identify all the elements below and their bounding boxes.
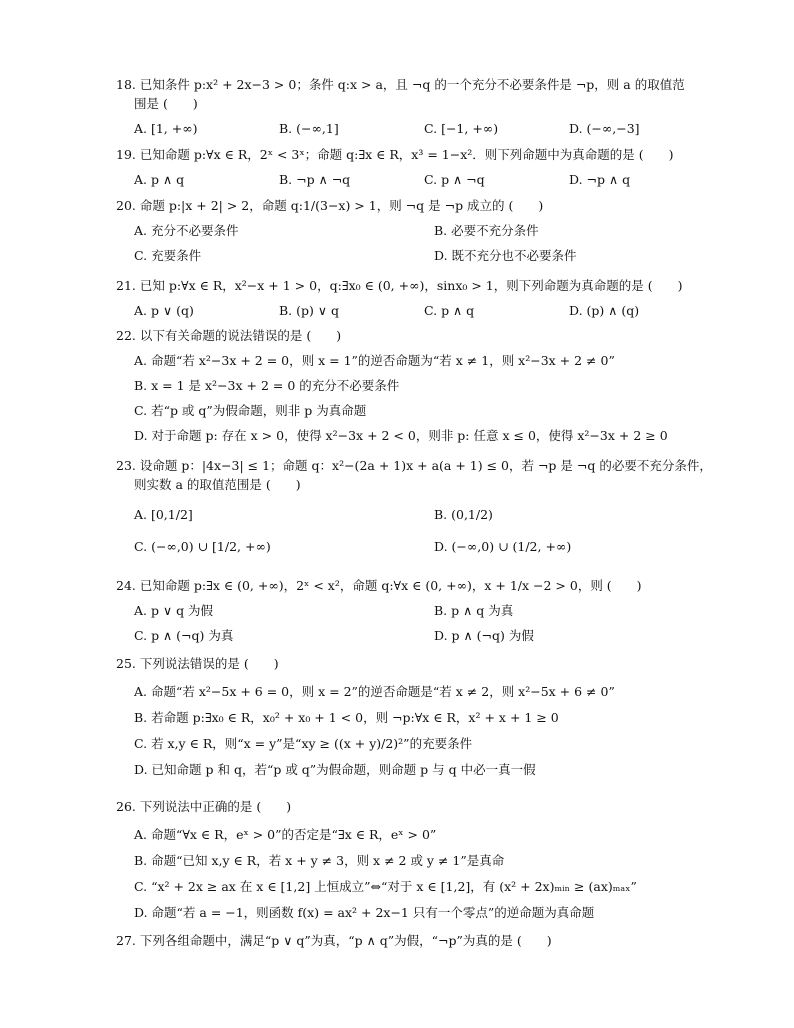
question-stem [116,931,716,950]
option-a[interactable]: A. [1, +∞) [134,121,198,136]
question-26 [116,797,716,926]
option-d[interactable]: D. ¬p ∧ q [569,172,631,187]
option-a[interactable]: A. p ∨ q 为假 [134,603,214,618]
question-text: 24. 已知命题 p:∃x ∈ (0, +∞)，2ˣ < x²，命题 q:∀x ∈ (0, +∞)，x + 1/x −2 > 0，则 ( ) [116,578,642,593]
option-b[interactable]: B. x = 1 是 x²−3x + 2 = 0 的充分不必要条件 [134,378,400,393]
option-c[interactable]: C. p ∧ q [424,303,475,318]
question-text: 27. 下列各组命题中，满足“p ∨ q”为真，“p ∧ q”为假，“¬p”为真的是 ( ) [116,933,552,948]
option-d[interactable]: D. 既不充分也不必要条件 [434,248,577,263]
option-d[interactable]: D. (−∞,0) ∪ (1/2, +∞) [434,539,572,554]
option-b[interactable]: B. (p) ∨ q [279,303,339,318]
question-stem [116,276,716,295]
question-text: 23. 设命题 p：|4x−3| ≤ 1；命题 q：x²−(2a + 1)x + a(a + 1) ≤ 0，若 ¬p 是 ¬q 的必要不充分条件， [116,458,712,473]
option-c[interactable]: C. 充要条件 [134,248,202,263]
question-text: 19. 已知命题 p:∀x ∈ R，2ˣ < 3ˣ；命题 q:∃x ∈ R，x³ = 1−x²．则下列命题中为真命题的是 ( ) [116,147,674,162]
option-c[interactable]: C. p ∧ ¬q [424,172,485,187]
question-text: 21. 已知 p:∀x ∈ R，x²−x + 1 > 0，q:∃x₀ ∈ (0, +∞)，sinx₀ > 1，则下列命题为真命题的是 ( ) [116,278,683,293]
option-a[interactable]: A. p ∧ q [134,172,185,187]
question-27 [116,931,716,950]
option-c[interactable]: C. 若“p 或 q”为假命题，则非 p 为真命题 [134,403,367,418]
option-d[interactable]: D. 已知命题 p 和 q，若“p 或 q”为假命题，则命题 p 与 q 中必一真一假 [134,762,536,777]
question-stem [116,75,716,113]
question-21 [116,276,716,320]
question-text: 18. 已知条件 p:x² + 2x−3 > 0；条件 q:x > a，且 ¬q 的一个充分不必要条件是 ¬p，则 a 的取值范 [116,77,685,92]
question-stem [116,576,716,595]
question-24 [116,576,716,651]
options [116,500,716,564]
option-d[interactable]: D. 命题“若 a = −1，则函数 f(x) = ax² + 2x−1 只有一个零点”的逆命题为真命题 [134,905,595,920]
question-text-continued: 围是 ( ) [134,96,198,111]
options [116,679,716,783]
option-a[interactable]: A. p ∨ (q) [134,303,194,318]
option-d[interactable]: D. (−∞,−3] [569,121,640,136]
options [116,601,716,651]
option-a[interactable]: A. 命题“若 x²−5x + 6 = 0，则 x = 2”的逆否命题是“若 x ≠ 2，则 x²−5x + 6 ≠ 0” [134,684,615,699]
option-a[interactable]: A. [0,1/2] [134,507,193,522]
question-18 [116,75,716,138]
option-d[interactable]: D. 对于命题 p: 存在 x > 0，使得 x²−3x + 2 < 0，则非 p: 任意 x ≤ 0，使得 x²−3x + 2 ≥ 0 [134,428,668,443]
option-a[interactable]: A. 命题“∀x ∈ R，eˣ > 0”的否定是“∃x ∈ R，eˣ > 0” [134,827,437,842]
question-stem [116,654,716,673]
option-b[interactable]: B. p ∧ q 为真 [434,603,514,618]
question-text-continued: 则实数 a 的取值范围是 ( ) [134,477,301,492]
question-stem [116,196,716,215]
option-a[interactable]: A. 充分不必要条件 [134,223,239,238]
question-22 [116,326,716,451]
option-b[interactable]: B. ¬p ∧ ¬q [279,172,351,187]
option-b[interactable]: B. (−∞,1] [279,121,339,136]
options [116,351,716,451]
question-23 [116,456,716,564]
question-stem [116,456,716,494]
option-b[interactable]: B. 必要不充分条件 [434,223,539,238]
question-text: 20. 命题 p:|x + 2| > 2，命题 q:1/(3−x) > 1，则 ¬q 是 ¬p 成立的 ( ) [116,198,544,213]
question-20 [116,196,716,271]
option-c[interactable]: C. [−1, +∞) [424,121,499,136]
question-stem [116,145,716,164]
options [116,119,716,138]
options [116,822,716,926]
question-text: 22. 以下有关命题的说法错误的是 ( ) [116,328,342,343]
option-c[interactable]: C. p ∧ (¬q) 为真 [134,628,234,643]
option-b[interactable]: B. 若命题 p:∃x₀ ∈ R，x₀² + x₀ + 1 < 0，则 ¬p:∀x ∈ R，x² + x + 1 ≥ 0 [134,710,559,725]
options [116,170,716,189]
question-19 [116,145,716,189]
option-c[interactable]: C. 若 x,y ∈ R，则“x = y”是“xy ≥ ((x + y)/2)²”的充要条件 [134,736,473,751]
question-text: 25. 下列说法错误的是 ( ) [116,656,279,671]
question-stem [116,326,716,345]
option-d[interactable]: D. p ∧ (¬q) 为假 [434,628,534,643]
question-stem [116,797,716,816]
question-25 [116,654,716,783]
question-text: 26. 下列说法中正确的是 ( ) [116,799,292,814]
option-c[interactable]: C. (−∞,0) ∪ [1/2, +∞) [134,539,271,554]
option-b[interactable]: B. (0,1/2) [434,507,493,522]
option-b[interactable]: B. 命题“已知 x,y ∈ R，若 x + y ≠ 3，则 x ≠ 2 或 y ≠ 1”是真命 [134,853,505,868]
options [116,301,716,320]
option-c[interactable]: C. “x² + 2x ≥ ax 在 x ∈ [1,2] 上恒成立”⇔“对于 x ∈ [1,2]，有 (x² + 2x)ₘᵢₙ ≥ (ax)ₘₐₓ” [134,879,637,894]
option-a[interactable]: A. 命题“若 x²−3x + 2 = 0，则 x = 1”的逆否命题为“若 x ≠ 1，则 x²−3x + 2 ≠ 0” [134,353,615,368]
option-d[interactable]: D. (p) ∧ (q) [569,303,640,318]
options [116,221,716,271]
